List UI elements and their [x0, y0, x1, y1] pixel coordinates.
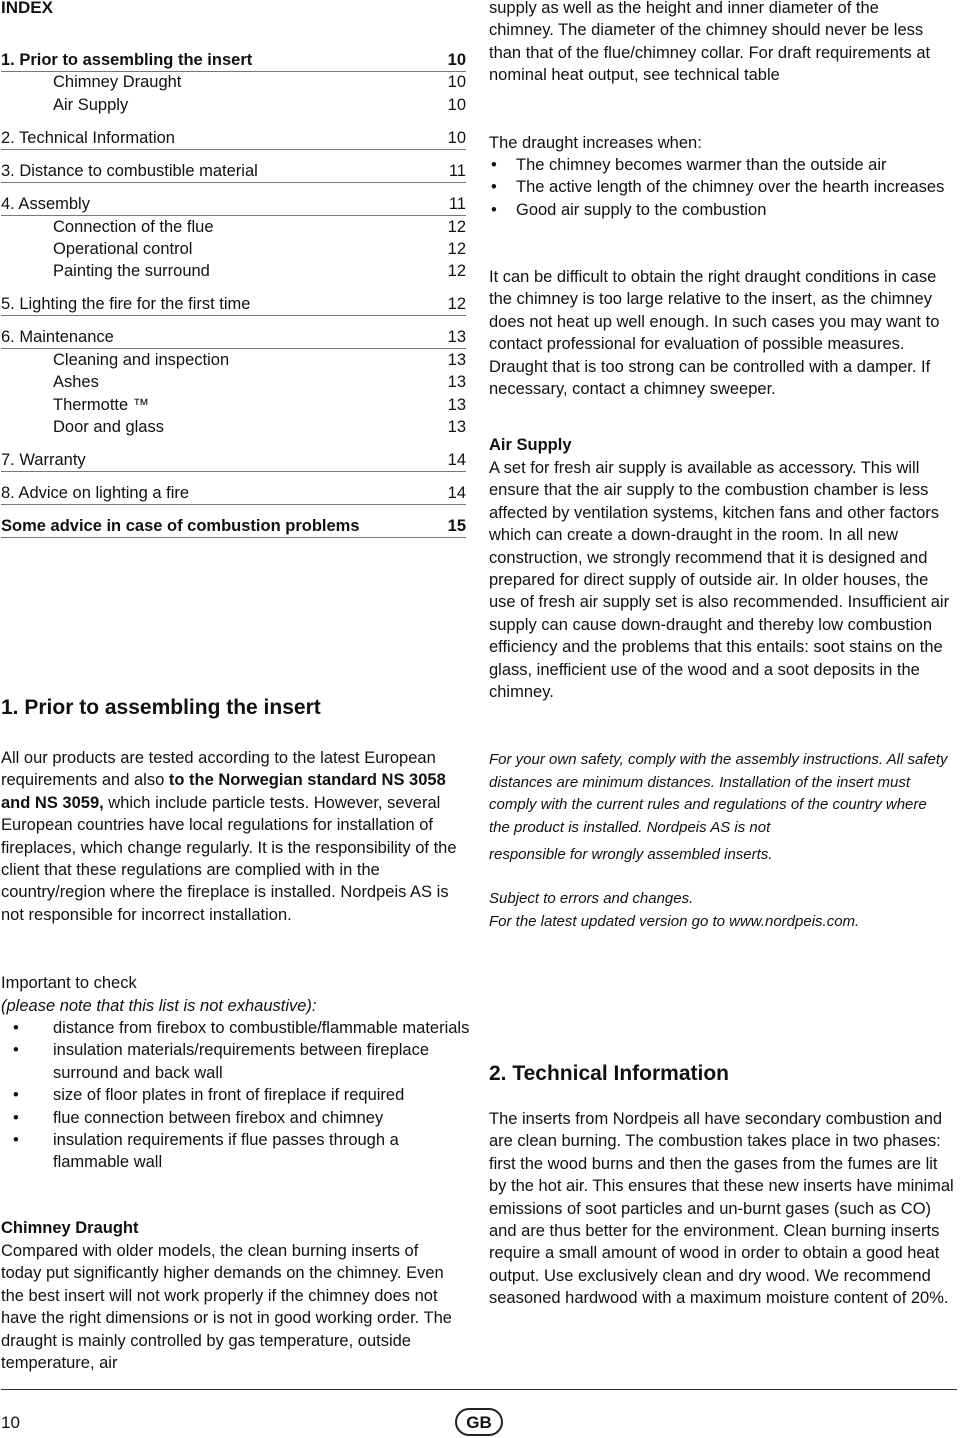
bullet-icon: • [13, 1131, 19, 1150]
list-item: • insulation materials/requirements between fireplace surround and back wall [13, 1041, 430, 1082]
safety-notice: For your own safety, comply with the assembly instructions. All safety distances are minimum distances. Installation of the insert must comply with the current rules and regulations of the country where the product is installed. Nordpeis AS is not [489, 751, 948, 836]
bullet-icon: • [13, 1086, 19, 1105]
toc-entry[interactable]: 1. Prior to assembling the insert 10 [1, 49, 466, 72]
toc-entry[interactable]: Cleaning and inspection 13 [53, 351, 466, 369]
toc-entry[interactable]: 2. Technical Information 10 [1, 127, 466, 150]
section-2-text: The inserts from Nordpeis all have secondary combustion and are clean burning. The combustion takes place in two phases: first the wood burns and then the gases from the fumes are lit by the hot air. This ensures that these new inserts have minimal emissions of soot particles and un-burnt gases (such as CO) and are thus better for the environment. Clean burning inserts require a small amount of wood in order to obtain a good heat output. Use exclusively clean and dry wood. We recommend seasoned hardwood with a maximum moisture content of 20%. [489, 1110, 954, 1308]
bullet-icon: • [491, 156, 497, 174]
list-item: • insulation requirements if flue passes through a flammable wall [13, 1131, 399, 1172]
section-2-heading: 2. Technical Information [489, 1062, 729, 1085]
toc-entry[interactable]: 5. Lighting the fire for the first time 12 [1, 293, 466, 316]
bullet-icon: • [491, 178, 497, 197]
page-number: 10 [1, 1413, 20, 1432]
toc-entry[interactable]: 3. Distance to combustible material 11 [1, 160, 466, 183]
language-badge: GB [455, 1408, 503, 1436]
list-item: • distance from firebox to combustible/flammable materials [1, 1017, 471, 1039]
website-notice: For the latest updated version go to www.nordpeis.com. [489, 913, 860, 930]
toc-entry[interactable]: Air Supply 10 [53, 96, 466, 114]
draught-intro: The draught increases when: [489, 134, 702, 152]
bullet-icon: • [491, 200, 497, 219]
toc-entry[interactable]: Chimney Draught 10 [53, 73, 466, 91]
bullet-icon: • [13, 1108, 19, 1127]
list-item: • The active length of the chimney over the hearth increases [489, 176, 957, 198]
errors-notice: Subject to errors and changes. [489, 890, 694, 907]
list-item: • size of floor plates in front of fireplace if required [1, 1084, 471, 1106]
check-note: (please note that this list is not exhaustive): [1, 997, 317, 1015]
draught-list [489, 154, 957, 221]
air-supply-text: A set for fresh air supply is available as accessory. This will ensure that the air supply to the combustion chamber is less affected by ventilation systems, kitchen fans and other factors which can create a down-draught in the room. In all new construction, we strongly recommend that it is designed and prepared for direct supply of outside air. In older houses, the use of fresh air supply set is also recommended. Insufficient air supply can cause down-draught and thereby low combustion efficiency and the problems that this entails: soot stains on the glass, inefficient use of the wood and a soot deposits in the chimney. [489, 459, 950, 702]
draught-text: It can be difficult to obtain the right draught conditions in case the chimney is too large relative to the insert, as the chimney does not heat up well enough. In such cases you may want to contact professional for evaluation of possible measures. Draught that is too strong can be controlled with a damper. If necessary, contact a chimney sweeper. [489, 268, 940, 399]
list-item: • flue connection between firebox and chimney [1, 1107, 471, 1129]
toc-entry[interactable]: 6. Maintenance 13 [1, 326, 466, 349]
toc-entry[interactable]: 4. Assembly 11 [1, 193, 466, 216]
footer-divider [1, 1389, 957, 1390]
toc-entry[interactable]: Connection of the flue 12 [53, 218, 466, 236]
check-list [1, 1017, 471, 1174]
chimney-draught-text: Compared with older models, the clean burning inserts of today put significantly higher demands on the chimney. Even the best insert will not work properly if the chimney does not have the right dimensions or is not in good working order. The draught is mainly controlled by gas temperature, outside temperature, air [1, 1242, 452, 1373]
toc-entry[interactable]: Operational control 12 [53, 240, 466, 258]
toc-entry[interactable]: Thermotte ™ 13 [53, 396, 466, 414]
toc-entry[interactable]: Ashes 13 [53, 373, 466, 391]
bullet-icon: • [13, 1041, 19, 1060]
list-item: • Good air supply to the combustion [489, 199, 957, 221]
air-supply-heading: Air Supply [489, 436, 572, 454]
toc-entry[interactable]: 8. Advice on lighting a fire 14 [1, 482, 466, 505]
toc-entry[interactable]: Door and glass 13 [53, 418, 466, 436]
chimney-draught-heading: Chimney Draught [1, 1219, 139, 1237]
toc-entry[interactable]: 7. Warranty 14 [1, 449, 466, 472]
list-item: • The chimney becomes warmer than the outside air [489, 154, 957, 176]
safety-notice-end: responsible for wrongly assembled inserts. [489, 846, 773, 863]
bullet-icon: • [13, 1019, 19, 1037]
toc-entry[interactable]: Some advice in case of combustion problems 15 [1, 515, 466, 538]
index-title: INDEX [1, 0, 53, 17]
toc-entry[interactable]: Painting the surround 12 [53, 262, 466, 280]
chimney-draught-text-continued: supply as well as the height and inner diameter of the chimney. The diameter of the chimney should never be less than that of the flue/chimney collar. For draft requirements at nominal heat output, see technical table [489, 0, 931, 85]
section-1-heading: 1. Prior to assembling the insert [1, 696, 321, 719]
section-1-intro: All our products are tested according to the latest European requirements and also to the Norwegian standard NS 3058 and NS 3059, which include particle tests. However, several European countries have local regulations for installation of fireplaces, which change regularly. It is the responsibility of the client that these regulations are complied with in the country/region where the fireplace is installed. Nordpeis AS is not responsible for incorrect installation. [1, 749, 457, 924]
check-title: Important to check [1, 974, 137, 992]
